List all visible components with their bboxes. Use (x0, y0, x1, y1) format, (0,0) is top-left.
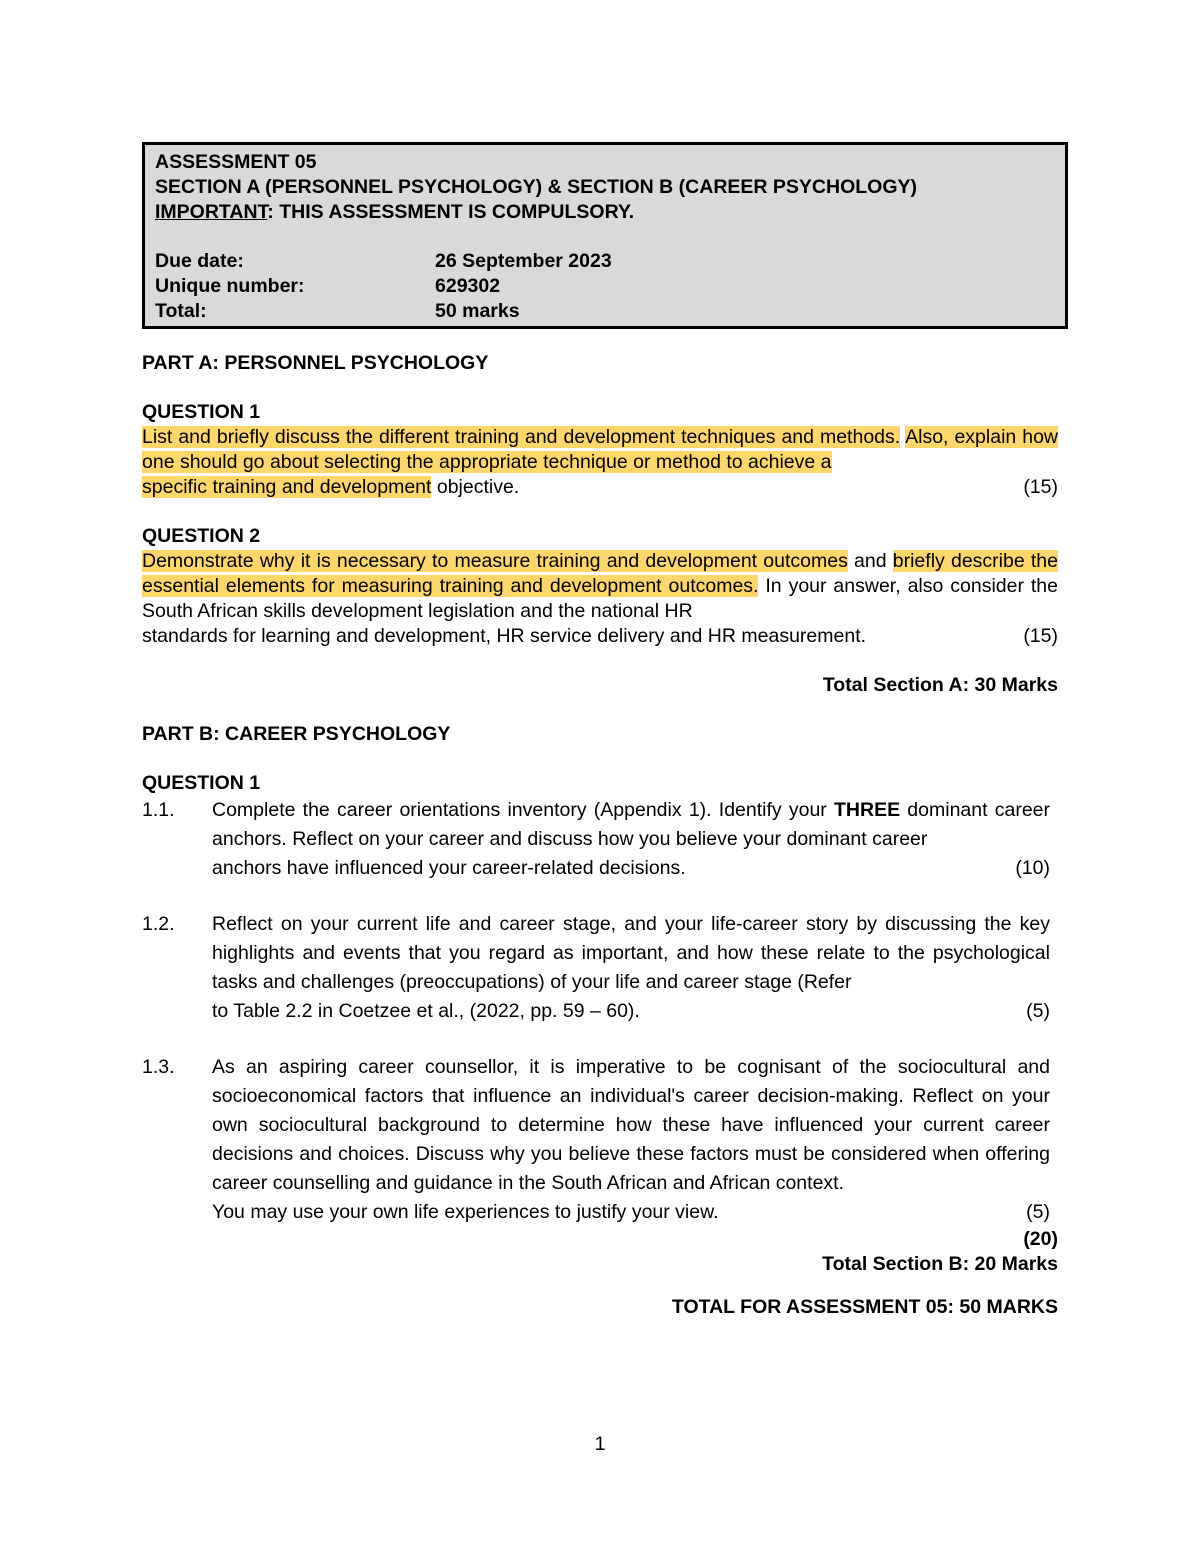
question-marks: (5) (1026, 1201, 1050, 1223)
question-marks: (15) (1023, 476, 1058, 498)
due-date-label: Due date: (155, 250, 244, 272)
sub-question-1-1: 1.1. Complete the career orientations inventory (Appendix 1). Identify your THREE dominant career anchors. Reflect on your career and discuss how you believe your dominant career anchors have influenced your career-related decisions. (10) (142, 796, 1058, 883)
due-date-row (155, 249, 1055, 274)
document-page (142, 142, 1058, 1320)
question-marks: (10) (1015, 857, 1050, 879)
page-number: 1 (594, 1433, 606, 1455)
highlighted-text: briefly describe the essential elements for measuring training and development outcomes. (142, 550, 1058, 597)
part-a-question-2-text: Demonstrate why it is necessary to measure training and development outcomes and briefly describe the essential elements for measuring training and development outcomes. In your answer, also consider the South African skills development legislation and the national HR standards for learning and development, HR service delivery and HR measurement. (15) (142, 550, 1058, 647)
important-text: : THIS ASSESSMENT IS COMPULSORY. (267, 201, 635, 223)
question-marks: (15) (1023, 625, 1058, 647)
total-value: 50 marks (435, 300, 520, 322)
question-marks: (5) (1026, 1000, 1050, 1022)
assessment-header-box (142, 142, 1068, 329)
section-b-total: Total Section B: 20 Marks (822, 1253, 1058, 1275)
assessment-title: ASSESSMENT 05 (155, 151, 317, 173)
part-a-question-1-text: List and briefly discuss the different training and development techniques and methods. Also, explain how one should go about selecting the appropriate technique or method to achieve a specific training and development objective. (15) (142, 426, 1058, 498)
part-b-question-1-heading: QUESTION 1 (142, 772, 261, 794)
sub-question-1-3: 1.3. As an aspiring career counsellor, it is imperative to be cognisant of the sociocultural and socioeconomical factors that influence an individual's career decision-making. Reflect on your own sociocultural background to determine how these have influenced your current career decisions and choices. Discuss why you believe these factors must be considered when offering career counselling and guidance in the South African and African context. You may use your own life experiences to justify your view. (5) (142, 1053, 1058, 1227)
unique-number-label: Unique number: (155, 275, 305, 297)
part-a-question-2-heading: QUESTION 2 (142, 525, 261, 547)
highlighted-text: Demonstrate why it is necessary to measure training and development outcomes (142, 550, 848, 572)
part-b-heading: PART B: CAREER PSYCHOLOGY (142, 723, 451, 745)
question-1-total-marks: (20) (1023, 1228, 1058, 1250)
unique-number-value: 629302 (435, 275, 501, 297)
due-date-value: 26 September 2023 (435, 250, 612, 272)
part-a-question-1-heading: QUESTION 1 (142, 401, 261, 423)
highlighted-text: specific training and development (142, 476, 432, 498)
assessment-sections: SECTION A (PERSONNEL PSYCHOLOGY) & SECTION B (CAREER PSYCHOLOGY) (155, 176, 918, 198)
important-note (155, 200, 1055, 225)
highlighted-text: List and briefly discuss the different training and development techniques and methods. (142, 426, 901, 448)
section-a-total: Total Section A: 30 Marks (822, 674, 1058, 696)
important-label: IMPORTANT (155, 201, 268, 223)
unique-number-row (155, 274, 1055, 299)
total-label: Total: (155, 300, 207, 322)
highlighted-text: Also, explain how one should go about selecting the appropriate technique or method to achieve a (142, 426, 1058, 473)
sub-question-1-2: 1.2. Reflect on your current life and career stage, and your life-career story by discussing the key highlights and events that you regard as important, and how these relate to the psychological tasks and challenges (preoccupations) of your life and career stage (Refer to Table 2.2 in Coetzee et al., (2022, pp. 59 – 60). (5) (142, 910, 1058, 1026)
part-a-heading: PART A: PERSONNEL PSYCHOLOGY (142, 352, 489, 374)
assessment-grand-total: TOTAL FOR ASSESSMENT 05: 50 MARKS (671, 1296, 1058, 1318)
total-row (155, 299, 1055, 324)
